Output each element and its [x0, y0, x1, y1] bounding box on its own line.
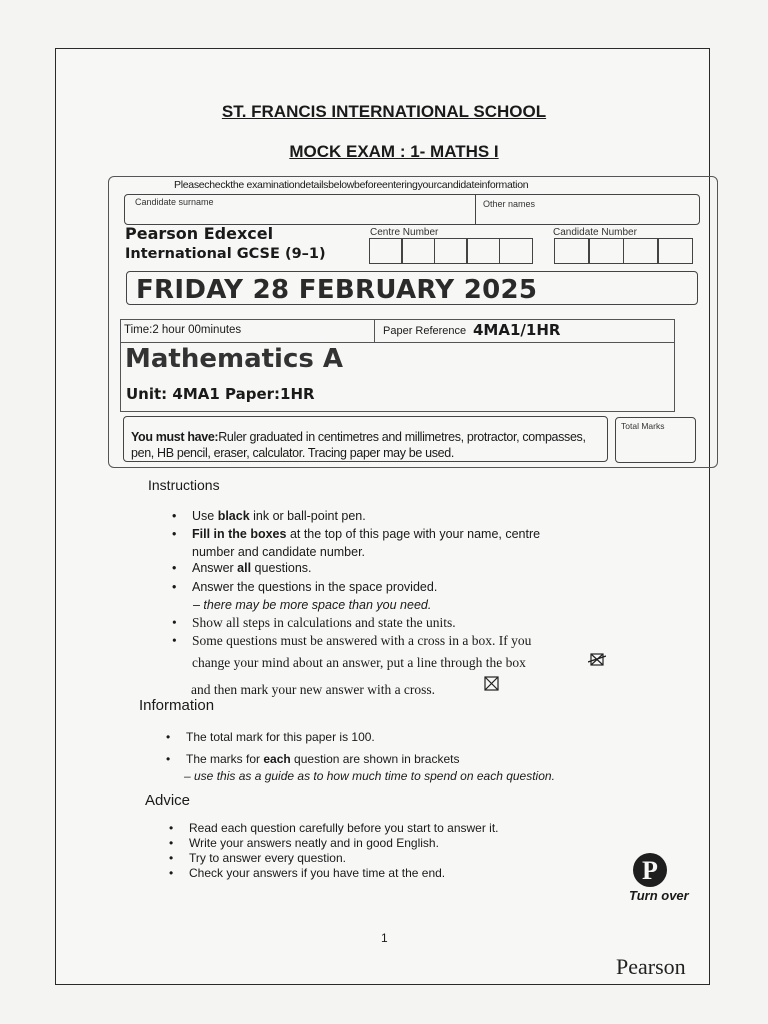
centre-number-boxes[interactable] [370, 238, 533, 264]
cross-box-icon [484, 676, 499, 691]
information-heading: Information [139, 697, 215, 714]
exam-date: FRIDAY 28 FEBRUARY 2025 [136, 275, 538, 305]
instruction-bold: black [217, 509, 250, 523]
advice-heading: Advice [145, 792, 191, 809]
publisher-wordmark: Pearson [616, 954, 686, 979]
exam-board-name: Pearson Edexcel [125, 224, 274, 243]
instruction-text: ink or ball-point pen. [249, 509, 366, 523]
centre-digit-box[interactable] [369, 238, 403, 264]
instruction-continuation: change your mind about an answer, put a line through the box [192, 655, 526, 670]
qualification-name: International GCSE (9–1) [125, 246, 326, 262]
instruction-continuation: and then mark your new answer with a cross. [191, 682, 436, 697]
list-item: • Show all steps in calculations and state the units. [192, 615, 456, 631]
turn-over-note: Turn over [629, 888, 689, 903]
information-text: The marks for [186, 752, 264, 766]
list-item [186, 752, 459, 766]
candidate-digit-box[interactable] [657, 238, 693, 264]
list-item: • The total mark for this paper is 100. [186, 730, 375, 744]
centre-digit-box[interactable] [499, 238, 533, 264]
information-continuation: – use this as a guide as to how much time to spend on each question. [184, 769, 555, 783]
must-have-text [131, 429, 606, 461]
page-number: 1 [381, 931, 388, 945]
instruction-bold: all [237, 561, 252, 575]
list-item: • Some questions must be answered with a cross in a box. If you [192, 633, 531, 649]
list-item [192, 561, 312, 575]
instruction-text: Use [192, 509, 218, 523]
must-have-items: Ruler graduated in centimetres and millimetres, protractor, compasses, pen, HB pencil, eraser, calculator. Tracing paper may be used. [131, 430, 586, 460]
exam-title: MOCK EXAM : 1- MATHS I [289, 142, 499, 161]
instruction-text: Answer [192, 561, 238, 575]
must-have-label: You must have: [131, 430, 219, 444]
list-item: • Try to answer every question. [189, 851, 346, 866]
instruction-text: at the top of this page with your name, centre [286, 527, 541, 541]
centre-number-label: Centre Number [370, 227, 439, 238]
candidate-surname-label: Candidate surname [135, 197, 214, 207]
centre-digit-box[interactable] [466, 238, 500, 264]
centre-digit-box[interactable] [434, 238, 468, 264]
candidate-digit-box[interactable] [623, 238, 659, 264]
information-text: question are shown in brackets [290, 752, 460, 766]
candidate-number-boxes[interactable] [555, 238, 693, 264]
candidate-number-label: Candidate Number [553, 227, 637, 238]
school-name: ST. FRANCIS INTERNATIONAL SCHOOL [221, 102, 547, 121]
candidate-digit-box[interactable] [554, 238, 590, 264]
list-item [192, 509, 366, 523]
unit-paper: Unit: 4MA1 Paper:1HR [126, 385, 315, 403]
pearson-logo-icon [632, 852, 668, 888]
check-details-note: Pleasecheckthe examinationdetailsbelowbeforeenteringyourcandidateinformation [174, 179, 529, 191]
time-allowed: Time:2 hour 00minutes [124, 324, 242, 336]
paper-reference-label: Paper Reference [383, 325, 467, 337]
centre-digit-box[interactable] [401, 238, 435, 264]
subject-title: Mathematics A [125, 344, 344, 374]
instructions-heading: Instructions [148, 477, 220, 493]
list-item: • Check your answers if you have time at the end. [189, 866, 445, 881]
instruction-continuation: number and candidate number. [192, 545, 366, 559]
candidate-digit-box[interactable] [588, 238, 624, 264]
paper-reference-code: 4MA1/1HR [473, 321, 561, 339]
list-item: • Write your answers neatly and in good English. [189, 836, 439, 851]
list-item [192, 527, 540, 541]
name-divider [475, 195, 476, 224]
other-names-label: Other names [483, 199, 536, 209]
info-divider-horizontal [121, 342, 674, 343]
struck-cross-box-icon [588, 652, 606, 667]
instruction-text: questions. [251, 561, 312, 575]
list-item: • Read each question carefully before you start to answer it. [189, 821, 499, 836]
list-item: • Answer the questions in the space provided. [192, 580, 437, 594]
total-marks-label: Total Marks [621, 421, 665, 431]
instruction-continuation: – there may be more space than you need. [193, 598, 432, 612]
information-bold: each [263, 752, 291, 766]
instruction-bold: Fill in the boxes [192, 527, 287, 541]
info-divider-vertical [374, 320, 375, 342]
logo-letter: P [642, 856, 658, 885]
